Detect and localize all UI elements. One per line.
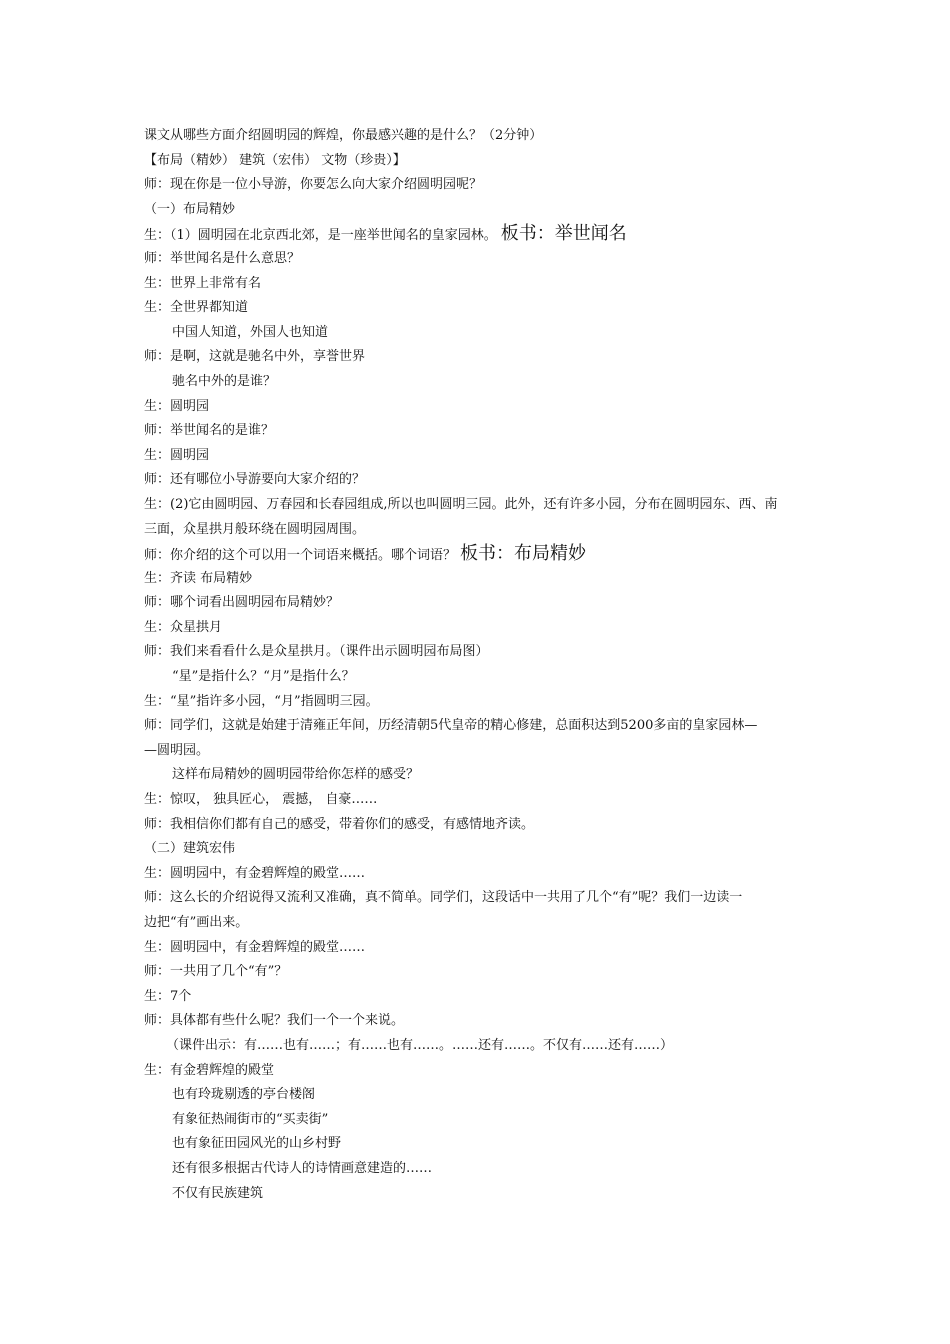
paragraph: 不仅有民族建筑 xyxy=(172,1185,264,1201)
paragraph: 生：7个 xyxy=(144,988,192,1004)
paragraph: —圆明园。 xyxy=(144,742,210,758)
paragraph: 生：圆明园 xyxy=(144,398,210,414)
paragraph: 【布局（精妙） 建筑（宏伟） 文物（珍贵）】 xyxy=(144,152,406,168)
paragraph: 生：圆明园中，有金碧辉煌的殿堂…… xyxy=(144,865,366,881)
paragraph xyxy=(144,222,810,247)
paragraph: 驰名中外的是谁？ xyxy=(172,373,277,389)
blackboard-note: 板书：布局精妙 xyxy=(460,543,587,565)
paragraph: 师：哪个词看出圆明园布局精妙？ xyxy=(144,595,340,611)
paragraph: 中国人知道，外国人也知道 xyxy=(172,324,329,340)
paragraph: （课件出示：有……也有……；有……也有……。……还有……。不仅有……还有……） xyxy=(166,1037,674,1053)
paragraph: 生：圆明园 xyxy=(144,447,210,463)
paragraph: 这样布局精妙的圆明园带给你怎样的感受？ xyxy=(172,767,420,783)
paragraph: 生：世界上非常有名 xyxy=(144,275,262,291)
paragraph: 师：举世闻名的是谁？ xyxy=(144,423,275,439)
paragraph: 师：是啊，这就是驰名中外，享誉世界 xyxy=(144,349,366,365)
paragraph: 生：圆明园中，有金碧辉煌的殿堂…… xyxy=(144,939,366,955)
section-heading: （二）建筑宏伟 xyxy=(144,841,236,857)
section-heading: （一）布局精妙 xyxy=(144,201,236,217)
paragraph: 边把“有”画出来。 xyxy=(144,915,249,930)
text-run: 生：（1）圆明园在北京西北郊，是一座举世闻名的皇家园林。 xyxy=(144,228,497,244)
paragraph: 三面，众星拱月般环绕在圆明园周围。 xyxy=(144,521,366,537)
paragraph: 生：“星”指许多小园，“月”指圆明三园。 xyxy=(144,693,379,709)
paragraph: 生：众星拱月 xyxy=(144,619,223,635)
paragraph: 生：惊叹， 独具匠心， 震撼， 自豪…… xyxy=(144,792,378,808)
paragraph: 师：一共用了几个“有”？ xyxy=(144,964,288,980)
paragraph: 师：我们来看看什么是众星拱月。（课件出示圆明园布局图） xyxy=(144,644,489,660)
paragraph: 师：举世闻名是什么意思？ xyxy=(144,250,301,266)
paragraph: 也有玲珑剔透的亭台楼阁 xyxy=(172,1087,316,1103)
blackboard-note: 板书：举世闻名 xyxy=(500,223,627,245)
paragraph: 师：这么长的介绍说得又流利又准确，真不简单。同学们，这段话中一共用了几个“有”呢？我们一边读一 xyxy=(144,890,743,906)
paragraph: 生：齐读 布局精妙 xyxy=(144,570,253,586)
paragraph: 生：有金碧辉煌的殿堂 xyxy=(144,1062,275,1078)
paragraph: 生：全世界都知道 xyxy=(144,300,249,316)
paragraph: 师：具体都有些什么呢？我们一个一个来说。 xyxy=(144,1013,405,1029)
paragraph: 师：同学们，这就是始建于清雍正年间，历经清朝5代皇帝的精心修建，总面积达到5200多亩的皇家园林— xyxy=(144,718,758,734)
paragraph xyxy=(144,542,810,567)
paragraph: “星”是指什么？“月”是指什么？ xyxy=(172,669,355,685)
paragraph: 生：(2)它由圆明园、万春园和长春园组成,所以也叫圆明三园。此外，还有许多小园，分布在圆明园东、西、南 xyxy=(144,496,778,512)
paragraph: 师：我相信你们都有自己的感受，带着你们的感受，有感情地齐读。 xyxy=(144,816,535,832)
document-body xyxy=(144,124,810,1206)
text-run: 师：你介绍的这个可以用一个词语来概括。哪个词语？ xyxy=(144,548,457,564)
paragraph: 师：还有哪位小导游要向大家介绍的？ xyxy=(144,472,366,488)
paragraph: 课文从哪些方面介绍圆明园的辉煌，你最感兴趣的是什么？（2分钟） xyxy=(144,128,543,143)
paragraph: 师：现在你是一位小导游，你要怎么向大家介绍圆明园呢？ xyxy=(144,177,483,193)
paragraph: 也有象征田园风光的山乡村野 xyxy=(172,1136,342,1152)
paragraph: 有象征热闹街市的“买卖街” xyxy=(172,1111,329,1127)
paragraph: 还有很多根据古代诗人的诗情画意建造的…… xyxy=(172,1160,433,1176)
